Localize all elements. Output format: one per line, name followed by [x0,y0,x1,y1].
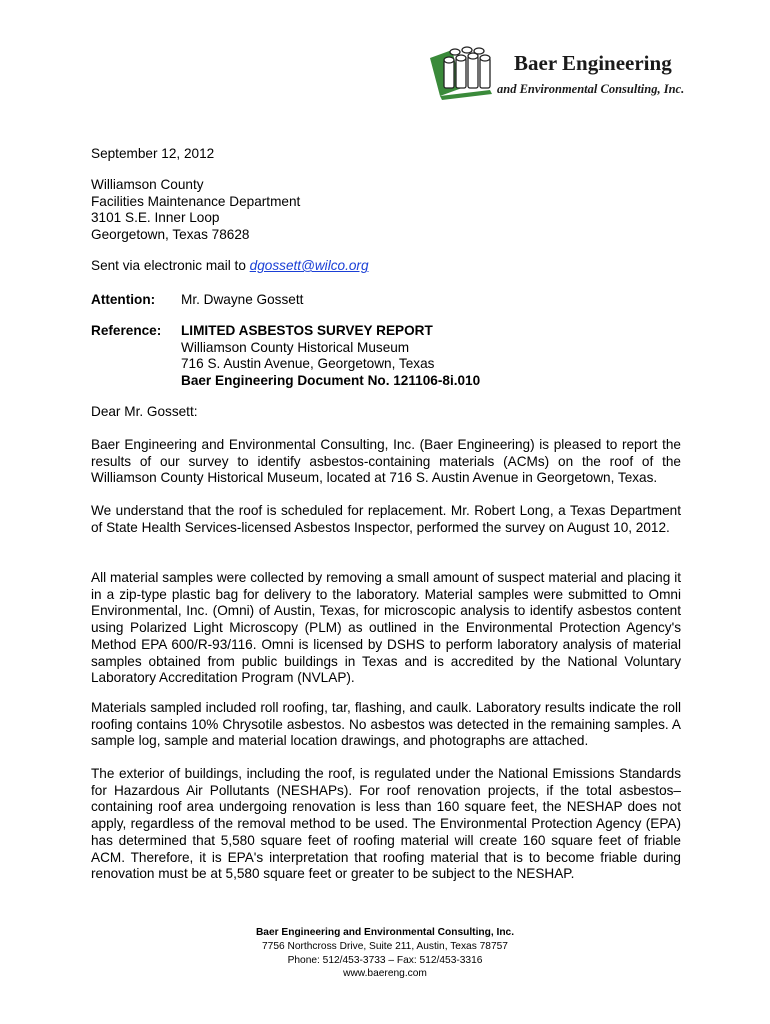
reference-title: LIMITED ASBESTOS SURVEY REPORT [181,323,433,338]
letterhead [426,40,696,110]
body-paragraph: The exterior of buildings, including the roof, is regulated under the National Emissions Standards for Hazardous Air Pollutants (NESHAPs). For roof renovation projects, if the total asbestos–containing roof area undergoing renovation is less than 160 square feet, the NESHAP does not apply, regardless of the removal method to be used. The Environmental Protection Agency (EPA) has determined that 5,580 square feet of roofing material will create 160 square feet of friable ACM. Therefore, it is EPA's interpretation that roofing material that is to become friable during renovation must be at 5,580 square feet or greater to be subject to the NESHAP. [91,766,681,882]
reference-label: Reference: [91,323,162,338]
footer-phone: Phone: 512/453-3733 – Fax: 512/453-3316 [287,954,483,966]
footer-address: 7756 Northcross Drive, Suite 211, Austin, Texas 78757 [262,940,508,952]
body-paragraph: We understand that the roof is scheduled for replacement. Mr. Robert Long, a Texas Department of State Health Services-licensed Asbestos Inspector, performed the survey on August 10, 2012. [91,503,681,535]
letter-footer [0,926,770,981]
reference-line: 716 S. Austin Avenue, Georgetown, Texas [181,356,435,372]
letter-date: September 12, 2012 [91,146,215,161]
email-link[interactable]: dgossett@wilco.org [249,258,369,273]
recipient-line: Williamson County [91,177,204,192]
footer-company: Baer Engineering and Environmental Consulting, Inc. [255,927,515,938]
body-paragraph: Baer Engineering and Environmental Consulting, Inc. (Baer Engineering) is pleased to report the results of our survey to identify asbestos-containing materials (ACMs) on the roof of the Williamson County Historical Museum, located at 716 S. Austin Avenue in Georgetown, Texas. [91,437,681,486]
company-name: Baer Engineering [514,51,672,75]
body-paragraph: All material samples were collected by removing a small amount of suspect material and placing it in a zip-type plastic bag for delivery to the laboratory. Material samples were submitted to Omni Environmental, Inc. (Omni) of Austin, Texas, for microscopic analysis to identify asbestos content using Polarized Light Microscopy (PLM) as outlined in the Environmental Protection Agency's Method EPA 600/R-93/116. Omni is licensed by DSHS to perform laboratory analysis of material samples obtained from public buildings in Texas and is accredited by the National Voluntary Laboratory Accreditation Program (NVLAP). [91,570,681,686]
company-subtitle: and Environmental Consulting, Inc. [497,82,685,96]
attention-label: Attention: [91,292,156,307]
attention-value: Mr. Dwayne Gossett [181,292,304,307]
footer-website[interactable]: www.baereng.com [343,968,427,980]
body-paragraph: Materials sampled included roll roofing, tar, flashing, and caulk. Laboratory results indicate the roll roofing contains 10% Chrysotile asbestos. No asbestos was detected in the remaining samples. A sample log, sample and material location drawings, and photographs are attached. [91,700,681,749]
recipient-line: Georgetown, Texas 78628 [91,227,250,243]
delivery-note [91,258,681,275]
recipient-line: 3101 S.E. Inner Loop [91,210,220,226]
reference-doc-number: Baer Engineering Document No. 121106-8i.010 [181,373,481,389]
salutation: Dear Mr. Gossett: [91,404,198,419]
recipient-address [91,177,681,244]
recipient-line: Facilities Maintenance Department [91,193,301,209]
delivery-prefix: Sent via electronic mail to [91,258,250,273]
company-logo-icon [426,40,506,110]
reference-line: Williamson County Historical Museum [181,339,410,355]
